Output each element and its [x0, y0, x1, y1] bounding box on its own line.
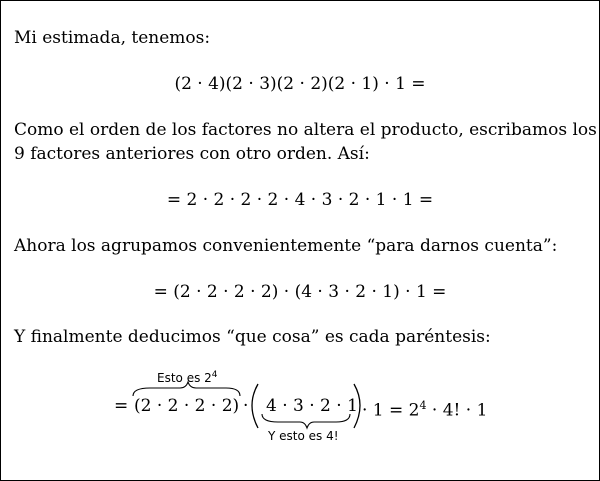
annotation-bottom: Y esto es 4!	[268, 429, 339, 443]
paragraph-3: Y finalmente deducimos “que cosa” es cada paréntesis:	[14, 327, 491, 347]
equation-3: = (2 · 2 · 2 · 2) · (4 · 3 · 2 · 1) · 1 =	[153, 282, 447, 302]
annotation-top: Esto es $2^4$	[157, 370, 218, 385]
final-eq-group-1: (2 · 2 · 2 · 2)	[134, 396, 240, 416]
big-left-paren	[252, 384, 258, 428]
paragraph-2: Ahora los agrupamos convenientemente “para darnos cuenta”:	[14, 236, 558, 256]
equation-1: (2 · 4)(2 · 3)(2 · 2)(2 · 1) · 1 =	[174, 74, 426, 94]
equation-2: = 2 · 2 · 2 · 2 · 4 · 3 · 2 · 1 · 1 =	[166, 190, 434, 210]
final-eq-lead: =	[114, 396, 129, 416]
underbrace	[262, 414, 350, 428]
paragraph-1-line-1: Como el orden de los factores no altera el producto, escribamos los	[14, 120, 597, 140]
final-eq-group-2: 4 · 3 · 2 · 1	[266, 396, 358, 416]
overbrace	[133, 382, 240, 396]
paragraph-1-line-2: 9 factores anteriores con otro orden. Así:	[14, 144, 370, 164]
final-eq-tail: · $1 = 2^4 \cdot 4$! · 1	[362, 399, 488, 421]
final-eq-dot: ·	[243, 396, 249, 416]
greeting-text: Mi estimada, tenemos:	[14, 28, 211, 48]
